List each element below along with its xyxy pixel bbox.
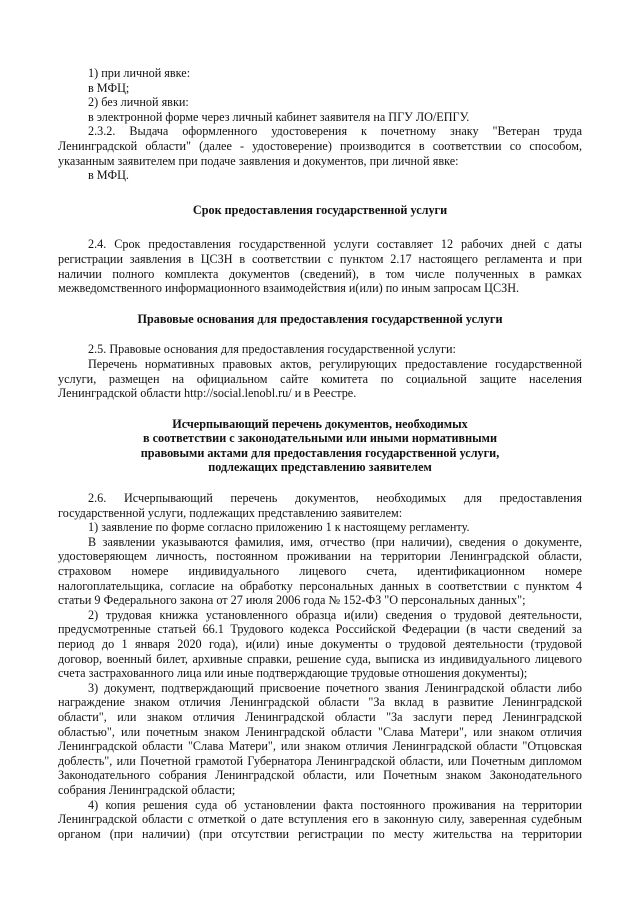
text-line: в электронной форме через личный кабинет заявителя на ПГУ ЛО/ЕПГУ. — [88, 109, 470, 124]
section-heading: Правовые основания для предоставления государственной услуги — [137, 311, 503, 326]
text-line: 1) заявление по форме согласно приложению 1 к настоящему регламенту. — [88, 520, 470, 535]
text-line: договор, военный билет, архивные справки, решение суда, выписка из индивидуального лицевого — [58, 651, 582, 666]
text-line: предусмотренные статьей 66.1 Трудового кодекса Российской Федерации (в части сведений за — [58, 622, 582, 637]
text-line: областью", или почетным знаком Ленинградской области "Слава Матери", или знаком отличия — [58, 724, 582, 739]
text-line: статьи 9 Федерального закона от 27 июля 2006 года № 152-ФЗ "О персональных данных"; — [58, 593, 526, 608]
text-line: счета застрахованного лица или иные подтверждающие трудовые отношения документы); — [58, 666, 528, 681]
text-line: указанным заявителем при подаче заявления и документов, при личной явке: — [58, 153, 459, 168]
text-line: налогоплательщика, согласие на обработку персональных данных в соответствии с пунктом 4 — [58, 578, 582, 593]
text-line: услуги, размещен на официальном сайте комитета по социальной защите населения — [58, 371, 582, 386]
text-line: Перечень нормативных правовых актов, регулирующих предоставление государственной — [88, 356, 582, 371]
text-line: наличии полного комплекта документов (сведений), в том числе полученных в рамках — [58, 266, 582, 281]
text-line: регистрации заявления в ЦСЗН в соответствии с пунктом 2.17 настоящего регламента и при — [58, 251, 582, 266]
text-line: 2.6. Исчерпывающий перечень документов, необходимых для предоставления — [88, 491, 582, 506]
text-line: удостоверяющем личность, постоянном проживании на территории Ленинградской области, — [58, 549, 582, 564]
text-line: В заявлении указываются фамилия, имя, отчество (при наличии), сведения о документе, — [88, 534, 582, 549]
section-heading: подлежащих представлению заявителем — [208, 460, 432, 475]
text-line: 2.4. Срок предоставления государственной услуги составляет 12 рабочих дней с даты — [88, 237, 582, 252]
text-line: 1) при личной явке: — [88, 66, 191, 80]
text-line: 2) без личной явки: — [88, 95, 189, 110]
text-line: в МФЦ. — [88, 168, 129, 183]
text-line: 2.3.2. Выдача оформленного удостоверения к почетному знаку "Ветеран труда — [88, 124, 582, 139]
section-heading: Срок предоставления государственной услуги — [192, 202, 448, 217]
text-line: собрания Ленинградской области; — [58, 782, 236, 797]
text-line: 4) копия решения суда об установлении факта постоянного проживания на территории — [88, 797, 582, 812]
text-line: Законодательного собрания Ленинградской области, или Почетным знаком Законодательного — [58, 768, 582, 783]
text-line: Ленинградской области" (далее - удостоверение) производится в соответствии со способом, — [58, 138, 582, 153]
text-line: в МФЦ; — [88, 80, 130, 95]
text-line: Ленинградской области "Слава Матери", или знаком отличия Ленинградской области "Отцовская — [58, 739, 582, 754]
text-line: страховом номере индивидуального лицевого счета, идентификационном номере — [58, 564, 582, 579]
text-line: Ленинградской области с отметкой о дате вступления его в законную силу, заверенная судебным — [58, 812, 582, 827]
section-heading: в соответствии с законодательными или иными нормативными — [143, 431, 497, 446]
text-line: период до 1 января 2020 года), и(или) иные документы о трудовой деятельности (трудовой — [58, 637, 582, 651]
text-line: 2.5. Правовые основания для предоставления государственной услуги: — [88, 342, 456, 357]
text-line: 2) трудовая книжка установленного образца и(или) сведения о трудовой деятельности, — [88, 607, 582, 622]
text-line: доблесть", или Почетной грамотой Губернатора Ленинградской области, или Почетным дипломом — [58, 753, 582, 768]
section-heading: правовыми актами для предоставления государственной услуги, — [140, 445, 500, 460]
text-line: межведомственного информационного взаимодействия и(или) по иным запросам ЦСЗН. — [58, 281, 520, 296]
text-line: 3) документ, подтверждающий присвоение почетного звания Ленинградской области либо — [88, 680, 582, 695]
text-line: государственной услуги, подлежащих представлению заявителем: — [58, 505, 403, 520]
text-line: награждение знаком отличия Ленинградской области "За вклад в развитие Ленинградской — [58, 695, 582, 710]
text-line: области", или знаком отличия Ленинградской области "За заслуги перед Ленинградской — [58, 709, 582, 724]
text-line: органом (при наличии) (при отсутствии регистрации по месту жительства на территории — [58, 826, 582, 841]
text-line: Ленинградской области http://social.lenobl.ru/ и в Реестре. — [58, 386, 357, 401]
section-heading: Исчерпывающий перечень документов, необходимых — [172, 416, 468, 431]
